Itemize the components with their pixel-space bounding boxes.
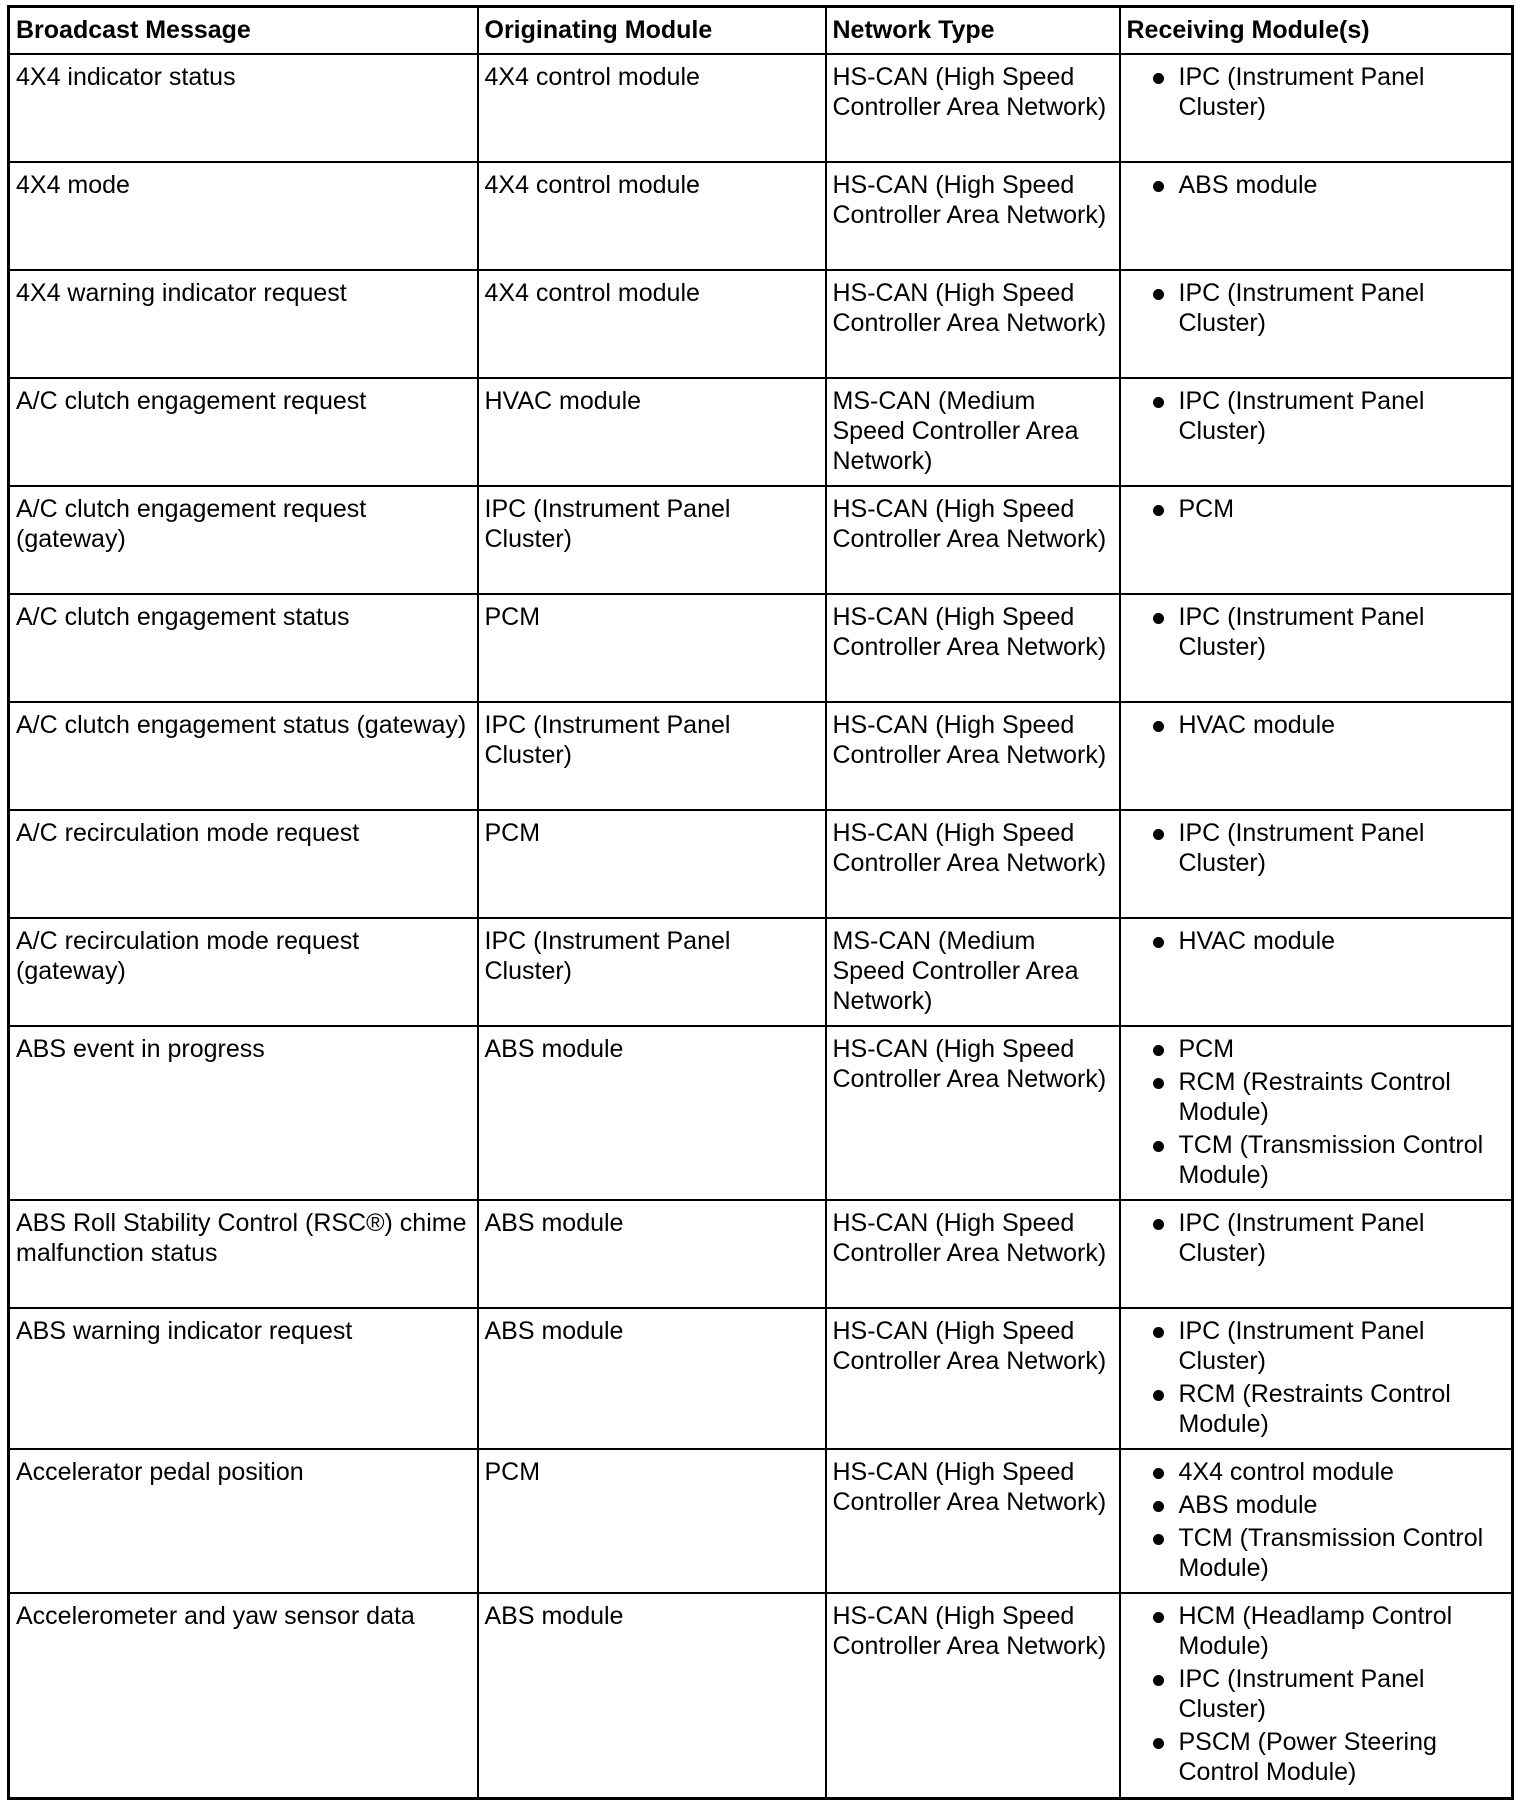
receiving-module-item: PCM — [1127, 494, 1506, 524]
receiving-module-item: ABS module — [1127, 170, 1506, 200]
receiving-modules-cell — [1120, 918, 1513, 1026]
receiving-module-item: IPC (Instrument Panel Cluster) — [1127, 62, 1506, 122]
table-row — [9, 810, 1513, 918]
receiving-modules-list — [1127, 710, 1506, 740]
table-row — [9, 486, 1513, 594]
broadcast-message-cell: ABS event in progress — [9, 1026, 478, 1200]
receiving-module-item: IPC (Instrument Panel Cluster) — [1127, 818, 1506, 878]
network-type-cell: HS-CAN (High Speed Controller Area Network) — [826, 1026, 1120, 1200]
table-row — [9, 1200, 1513, 1308]
originating-module-cell: ABS module — [478, 1200, 826, 1308]
receiving-modules-cell — [1120, 270, 1513, 378]
header-network-type: Network Type — [826, 7, 1120, 54]
header-receiving-modules: Receiving Module(s) — [1120, 7, 1513, 54]
originating-module-cell: PCM — [478, 1449, 826, 1593]
network-type-cell: HS-CAN (High Speed Controller Area Network) — [826, 1593, 1120, 1799]
receiving-modules-list — [1127, 602, 1506, 662]
receiving-module-item: PCM — [1127, 1034, 1506, 1064]
receiving-modules-list — [1127, 1316, 1506, 1439]
table-row — [9, 162, 1513, 270]
table-row — [9, 1449, 1513, 1593]
originating-module-cell: ABS module — [478, 1026, 826, 1200]
header-originating-module: Originating Module — [478, 7, 826, 54]
receiving-module-item: IPC (Instrument Panel Cluster) — [1127, 278, 1506, 338]
receiving-module-item: HVAC module — [1127, 710, 1506, 740]
network-type-cell: HS-CAN (High Speed Controller Area Network) — [826, 1449, 1120, 1593]
broadcast-message-cell: A/C clutch engagement request (gateway) — [9, 486, 478, 594]
receiving-modules-list — [1127, 818, 1506, 878]
receiving-modules-list — [1127, 1457, 1506, 1583]
table-row — [9, 1026, 1513, 1200]
broadcast-message-cell: 4X4 indicator status — [9, 54, 478, 162]
broadcast-message-cell: Accelerator pedal position — [9, 1449, 478, 1593]
network-type-cell: HS-CAN (High Speed Controller Area Network) — [826, 810, 1120, 918]
originating-module-cell: IPC (Instrument Panel Cluster) — [478, 486, 826, 594]
originating-module-cell: HVAC module — [478, 378, 826, 486]
network-type-cell: MS-CAN (Medium Speed Controller Area Network) — [826, 918, 1120, 1026]
receiving-modules-list — [1127, 170, 1506, 200]
receiving-modules-cell — [1120, 1200, 1513, 1308]
broadcast-message-cell: 4X4 warning indicator request — [9, 270, 478, 378]
receiving-module-item: IPC (Instrument Panel Cluster) — [1127, 1208, 1506, 1268]
originating-module-cell: 4X4 control module — [478, 54, 826, 162]
receiving-module-item: TCM (Transmission Control Module) — [1127, 1523, 1506, 1583]
receiving-module-item: IPC (Instrument Panel Cluster) — [1127, 386, 1506, 446]
originating-module-cell: IPC (Instrument Panel Cluster) — [478, 918, 826, 1026]
header-row — [9, 7, 1513, 54]
originating-module-cell: IPC (Instrument Panel Cluster) — [478, 702, 826, 810]
header-broadcast-message: Broadcast Message — [9, 7, 478, 54]
broadcast-message-cell: A/C clutch engagement status — [9, 594, 478, 702]
originating-module-cell: PCM — [478, 594, 826, 702]
broadcast-message-cell: 4X4 mode — [9, 162, 478, 270]
receiving-modules-list — [1127, 494, 1506, 524]
broadcast-message-cell: A/C recirculation mode request — [9, 810, 478, 918]
receiving-module-item: TCM (Transmission Control Module) — [1127, 1130, 1506, 1190]
network-type-cell: HS-CAN (High Speed Controller Area Network) — [826, 54, 1120, 162]
network-type-cell: HS-CAN (High Speed Controller Area Network) — [826, 1308, 1120, 1449]
receiving-modules-cell — [1120, 1026, 1513, 1200]
receiving-modules-cell — [1120, 702, 1513, 810]
originating-module-cell: 4X4 control module — [478, 162, 826, 270]
receiving-module-item: IPC (Instrument Panel Cluster) — [1127, 1316, 1506, 1376]
network-type-cell: HS-CAN (High Speed Controller Area Network) — [826, 1200, 1120, 1308]
receiving-modules-cell — [1120, 594, 1513, 702]
receiving-module-item: HVAC module — [1127, 926, 1506, 956]
receiving-modules-list — [1127, 1208, 1506, 1268]
table-row — [9, 270, 1513, 378]
receiving-module-item: RCM (Restraints Control Module) — [1127, 1067, 1506, 1127]
receiving-modules-list — [1127, 386, 1506, 446]
broadcast-message-cell: ABS warning indicator request — [9, 1308, 478, 1449]
receiving-modules-list — [1127, 926, 1506, 956]
broadcast-message-cell: ABS Roll Stability Control (RSC®) chime malfunction status — [9, 1200, 478, 1308]
broadcast-message-cell: A/C recirculation mode request (gateway) — [9, 918, 478, 1026]
receiving-modules-cell — [1120, 378, 1513, 486]
receiving-modules-cell — [1120, 486, 1513, 594]
network-type-cell: HS-CAN (High Speed Controller Area Network) — [826, 162, 1120, 270]
originating-module-cell: PCM — [478, 810, 826, 918]
broadcast-message-cell: A/C clutch engagement request — [9, 378, 478, 486]
receiving-modules-list — [1127, 1601, 1506, 1787]
network-type-cell: HS-CAN (High Speed Controller Area Network) — [826, 594, 1120, 702]
table-body — [9, 54, 1513, 1799]
receiving-module-item: IPC (Instrument Panel Cluster) — [1127, 1664, 1506, 1724]
originating-module-cell: ABS module — [478, 1308, 826, 1449]
receiving-modules-cell — [1120, 1593, 1513, 1799]
receiving-module-item: ABS module — [1127, 1490, 1506, 1520]
table-row — [9, 702, 1513, 810]
table-row — [9, 54, 1513, 162]
table-row — [9, 1308, 1513, 1449]
broadcast-message-cell: Accelerometer and yaw sensor data — [9, 1593, 478, 1799]
receiving-module-item: IPC (Instrument Panel Cluster) — [1127, 602, 1506, 662]
broadcast-message-cell: A/C clutch engagement status (gateway) — [9, 702, 478, 810]
table-row — [9, 594, 1513, 702]
receiving-module-item: 4X4 control module — [1127, 1457, 1506, 1487]
network-type-cell: MS-CAN (Medium Speed Controller Area Network) — [826, 378, 1120, 486]
network-type-cell: HS-CAN (High Speed Controller Area Network) — [826, 270, 1120, 378]
originating-module-cell: ABS module — [478, 1593, 826, 1799]
network-type-cell: HS-CAN (High Speed Controller Area Network) — [826, 486, 1120, 594]
table-row — [9, 1593, 1513, 1799]
table-row — [9, 918, 1513, 1026]
receiving-modules-cell — [1120, 810, 1513, 918]
originating-module-cell: 4X4 control module — [478, 270, 826, 378]
receiving-modules-cell — [1120, 54, 1513, 162]
receiving-module-item: HCM (Headlamp Control Module) — [1127, 1601, 1506, 1661]
table-row — [9, 378, 1513, 486]
receiving-module-item: RCM (Restraints Control Module) — [1127, 1379, 1506, 1439]
network-type-cell: HS-CAN (High Speed Controller Area Network) — [826, 702, 1120, 810]
receiving-modules-cell — [1120, 162, 1513, 270]
receiving-modules-cell — [1120, 1449, 1513, 1593]
broadcast-message-table — [7, 5, 1514, 1800]
receiving-modules-list — [1127, 278, 1506, 338]
receiving-modules-cell — [1120, 1308, 1513, 1449]
receiving-modules-list — [1127, 1034, 1506, 1190]
receiving-module-item: PSCM (Power Steering Control Module) — [1127, 1727, 1506, 1787]
receiving-modules-list — [1127, 62, 1506, 122]
